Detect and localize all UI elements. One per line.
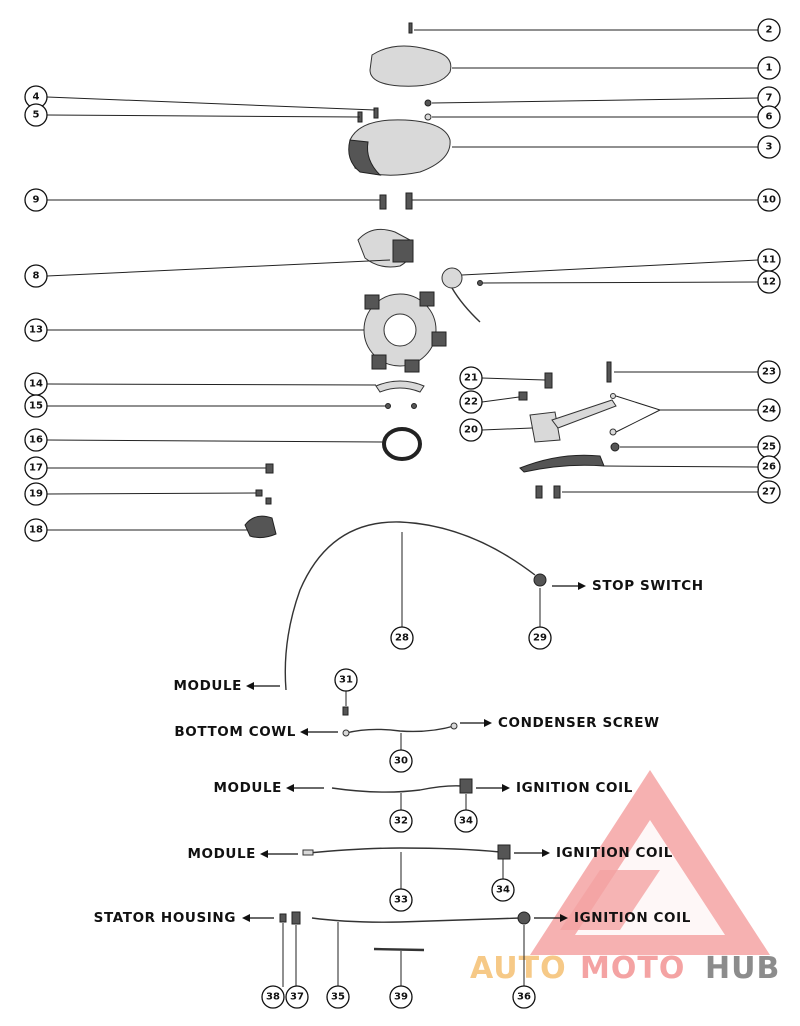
part-32-wire <box>332 786 462 792</box>
part-17-clip <box>266 464 273 473</box>
callout-5 <box>25 104 47 126</box>
svg-text:1: 1 <box>765 62 773 74</box>
svg-text:2: 2 <box>765 24 773 36</box>
label-bottom-cowl: BOTTOM COWL <box>174 724 296 740</box>
callout-29 <box>529 627 551 649</box>
part-6-nut <box>425 114 431 120</box>
label-module-top: MODULE <box>173 678 242 694</box>
part-30-wire <box>346 726 454 733</box>
part-34-boot <box>460 779 472 793</box>
svg-text:35: 35 <box>331 991 345 1003</box>
callout-6 <box>758 106 780 128</box>
svg-text:18: 18 <box>29 524 43 536</box>
callout-8 <box>25 265 47 287</box>
part-26-plate <box>520 455 604 472</box>
callout-17 <box>25 457 47 479</box>
svg-text:32: 32 <box>394 815 408 827</box>
svg-text:19: 19 <box>29 488 43 500</box>
part-37-clip <box>292 912 300 924</box>
svg-text:34: 34 <box>496 884 510 896</box>
callout-9 <box>25 189 47 211</box>
watermark-logo <box>470 770 780 986</box>
part-13-stator <box>364 292 446 372</box>
callout-3 <box>758 136 780 158</box>
part-22-screw <box>519 392 527 400</box>
part-39-strap <box>374 949 424 950</box>
callout-18 <box>25 519 47 541</box>
callout-33 <box>390 889 412 911</box>
label-module-33: MODULE <box>187 846 256 862</box>
svg-text:38: 38 <box>266 991 280 1003</box>
callout-12 <box>758 271 780 293</box>
part-2-screw <box>409 23 412 33</box>
callout-34-a <box>455 810 477 832</box>
svg-text:30: 30 <box>394 755 408 767</box>
svg-text:12: 12 <box>762 276 776 288</box>
part-11-switch <box>442 268 462 288</box>
callout-21 <box>460 367 482 389</box>
callout-32 <box>390 810 412 832</box>
watermark-text-auto: AUTO <box>470 951 567 986</box>
part-7-washer <box>425 100 431 106</box>
label-stop-switch: STOP SWITCH <box>592 578 704 594</box>
callout-31 <box>335 669 357 691</box>
svg-text:36: 36 <box>517 991 531 1003</box>
callout-13 <box>25 319 47 341</box>
svg-text:25: 25 <box>762 441 776 453</box>
part-24-washer <box>611 394 616 399</box>
callout-15 <box>25 395 47 417</box>
part-21-bracket <box>545 373 552 388</box>
callout-1 <box>758 57 780 79</box>
callout-28 <box>391 627 413 649</box>
callout-22 <box>460 391 482 413</box>
callout-26 <box>758 456 780 478</box>
callout-23 <box>758 361 780 383</box>
svg-text:20: 20 <box>464 424 478 436</box>
watermark-text-hub: HUB <box>705 951 781 986</box>
callout-2 <box>758 19 780 41</box>
callout-11 <box>758 249 780 271</box>
svg-text:16: 16 <box>29 434 43 446</box>
svg-text:23: 23 <box>762 366 776 378</box>
svg-text:33: 33 <box>394 894 408 906</box>
label-stator-housing: STATOR HOUSING <box>93 910 236 926</box>
callout-35 <box>327 986 349 1008</box>
label-ignition-coil-32: IGNITION COIL <box>516 780 633 796</box>
part-35-wire <box>312 918 520 922</box>
callout-19 <box>25 483 47 505</box>
svg-text:29: 29 <box>533 632 547 644</box>
svg-text:8: 8 <box>32 270 40 282</box>
svg-text:39: 39 <box>394 991 408 1003</box>
part-drawings <box>245 23 619 950</box>
svg-text:7: 7 <box>765 92 773 104</box>
svg-text:22: 22 <box>464 396 478 408</box>
svg-text:13: 13 <box>29 324 43 336</box>
label-condenser-screw: CONDENSER SCREW <box>498 715 660 731</box>
svg-text:17: 17 <box>29 462 43 474</box>
part-15-screw <box>386 404 391 409</box>
part-31-screw <box>343 707 348 715</box>
part-38-terminal <box>280 914 286 922</box>
svg-text:34: 34 <box>459 815 473 827</box>
svg-text:11: 11 <box>762 254 776 266</box>
part-12-screw <box>478 281 483 286</box>
callout-20 <box>460 419 482 441</box>
callout-39 <box>390 986 412 1008</box>
part-23-bolt <box>607 362 611 382</box>
callout-37 <box>286 986 308 1008</box>
svg-text:21: 21 <box>464 372 478 384</box>
callout-34-b <box>492 879 514 901</box>
callout-10 <box>758 189 780 211</box>
part-36-connector <box>518 912 530 924</box>
svg-text:28: 28 <box>395 632 409 644</box>
part-28-wire <box>285 522 535 690</box>
svg-text:4: 4 <box>32 91 40 103</box>
svg-text:26: 26 <box>762 461 776 473</box>
callout-25 <box>758 436 780 458</box>
part-14-clip <box>376 381 424 392</box>
callout-16 <box>25 429 47 451</box>
part-27-screw <box>536 486 542 498</box>
part-10-brush <box>406 193 412 209</box>
part-1-cover-cap <box>370 46 451 86</box>
svg-text:37: 37 <box>290 991 304 1003</box>
svg-text:15: 15 <box>29 400 43 412</box>
part-18-bracket <box>245 516 276 537</box>
callout-36 <box>513 986 535 1008</box>
svg-text:10: 10 <box>762 194 776 206</box>
svg-text:14: 14 <box>29 378 43 390</box>
svg-text:5: 5 <box>32 109 40 121</box>
svg-text:27: 27 <box>762 486 776 498</box>
part-19-nut <box>256 490 262 496</box>
svg-text:24: 24 <box>762 404 776 416</box>
label-ignition-coil-35: IGNITION COIL <box>574 910 691 926</box>
callout-27 <box>758 481 780 503</box>
part-9-brush <box>380 195 386 209</box>
label-module-32: MODULE <box>213 780 282 796</box>
callout-24 <box>758 399 780 421</box>
svg-text:9: 9 <box>32 194 40 206</box>
svg-text:6: 6 <box>765 111 773 123</box>
part-25-nut <box>611 443 619 451</box>
part-33-wire <box>308 848 500 853</box>
callout-38 <box>262 986 284 1008</box>
part-20-throttle-cam <box>530 412 560 442</box>
callout-14 <box>25 373 47 395</box>
label-ignition-coil-33: IGNITION COIL <box>556 845 673 861</box>
svg-text:3: 3 <box>765 141 773 153</box>
svg-text:31: 31 <box>339 674 353 686</box>
callout-30 <box>390 750 412 772</box>
watermark-text-moto: MOTO <box>580 951 686 986</box>
part-16-ring <box>384 429 420 459</box>
